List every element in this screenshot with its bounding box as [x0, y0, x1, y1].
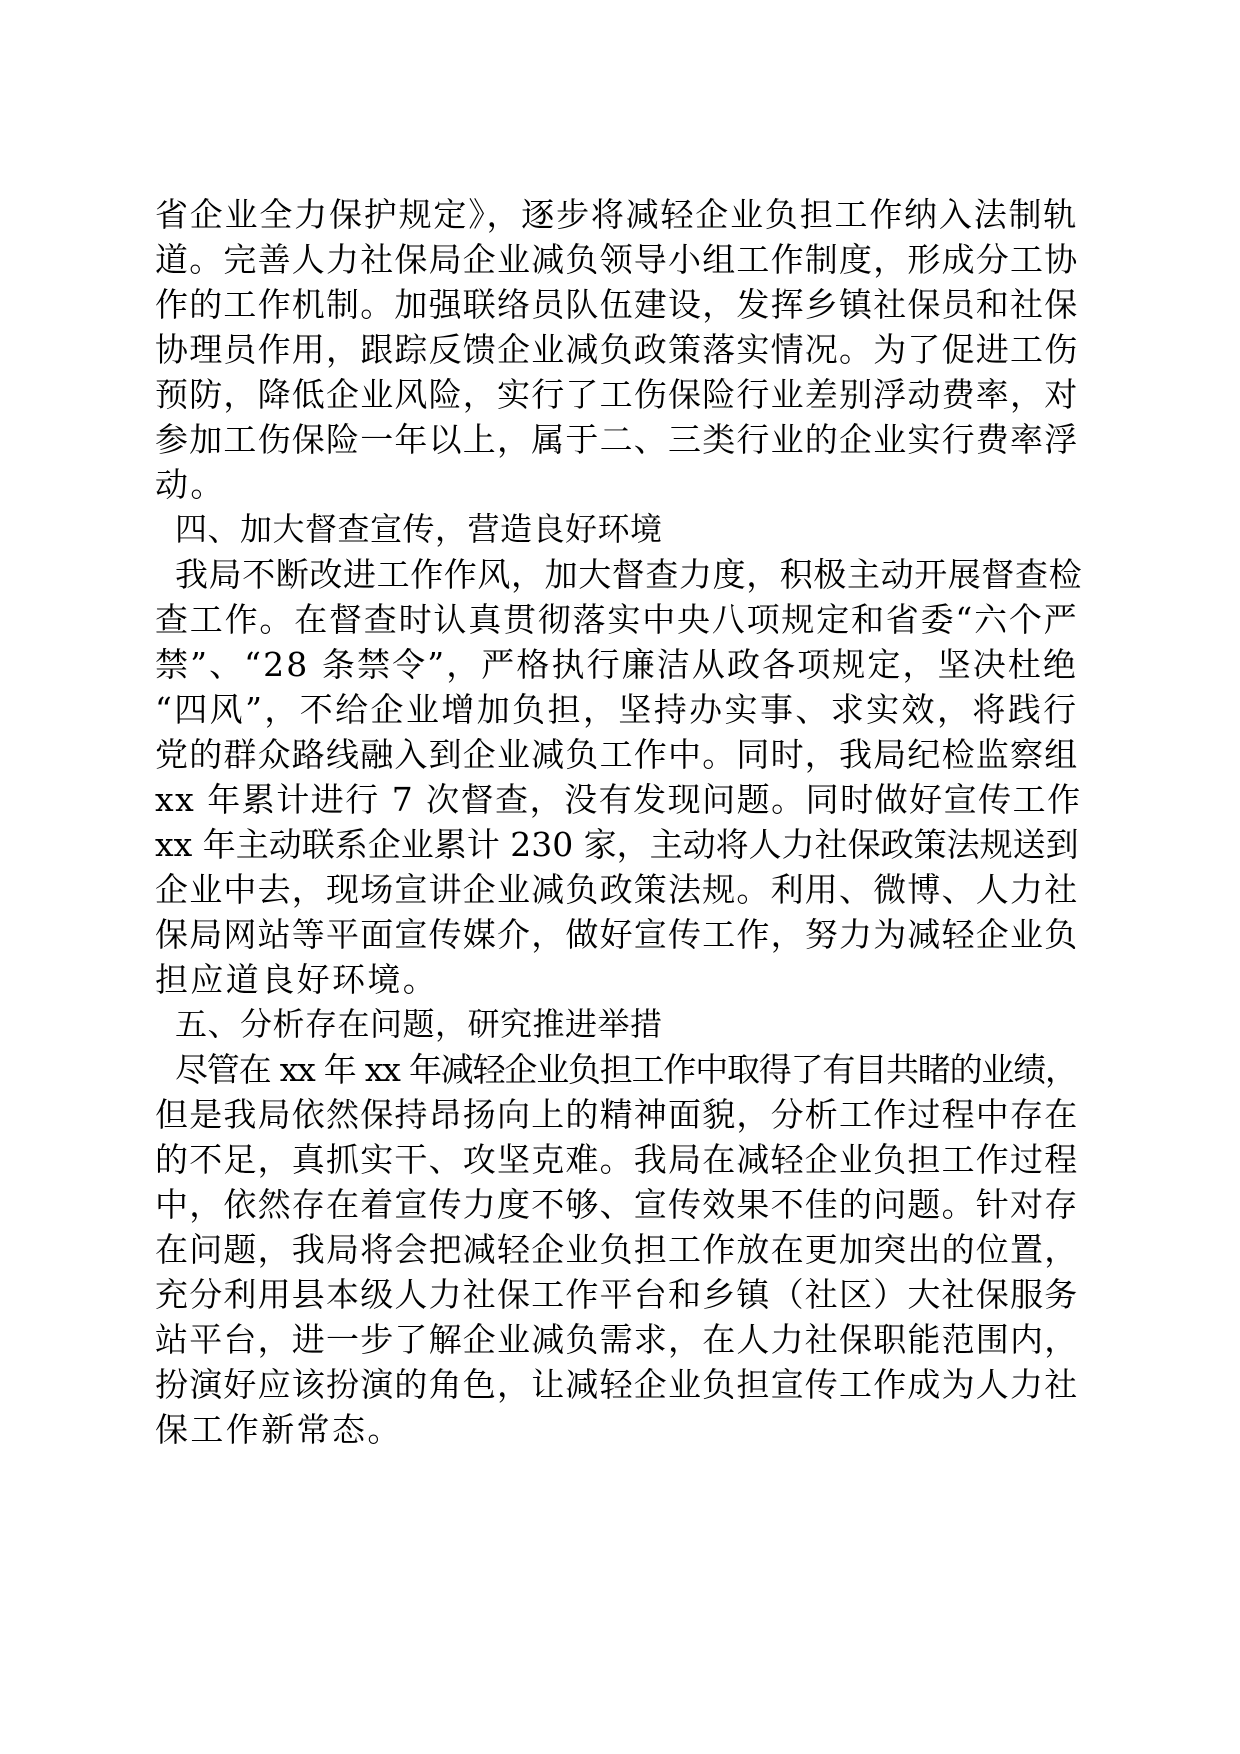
paragraph-line: 担应道良好环境。 [155, 960, 439, 999]
paragraph-line: 省企业全力保护规定》，逐步将减轻企业负担工作纳入法制轨 [155, 195, 1079, 234]
section-heading: 五、分析存在问题，研究推进举措 [175, 1005, 663, 1043]
paragraph-line: 道。完善人力社保局企业减负领导小组工作制度，形成分工协 [155, 240, 1079, 279]
document-page [155, 192, 1085, 1452]
paragraph-line: 在问题，我局将会把减轻企业负担工作放在更加突出的位置， [155, 1230, 1079, 1269]
paragraph-line: 但是我局依然保持昂扬向上的精神面貌，分析工作过程中存在 [155, 1095, 1079, 1134]
paragraph-line: 充分利用县本级人力社保工作平台和乡镇（社区）大社保服务 [155, 1275, 1079, 1314]
section-heading: 四、加大督查宣传，营造良好环境 [175, 510, 663, 548]
section-3-continuation [155, 192, 1085, 507]
paragraph-line: 中，依然存在着宣传力度不够、宣传效果不佳的问题。针对存 [155, 1185, 1079, 1224]
paragraph-line: 预防，降低企业风险，实行了工伤保险行业差别浮动费率，对 [155, 375, 1079, 414]
paragraph-line: 保工作新常态。 [155, 1410, 403, 1449]
paragraph-line: xx 年累计进行 7 次督查，没有发现问题。同时做好宣传工作 [155, 780, 1082, 819]
paragraph-line: 扮演好应该扮演的角色，让减轻企业负担宣传工作成为人力社 [155, 1365, 1079, 1404]
paragraph-line: 的不足，真抓实干、攻坚克难。我局在减轻企业负担工作过程 [155, 1140, 1079, 1179]
paragraph-line: 保局网站等平面宣传媒介，做好宣传工作，努力为减轻企业负 [155, 915, 1079, 954]
paragraph-line: 作的工作机制。加强联络员队伍建设，发挥乡镇社保员和社保 [155, 285, 1079, 324]
paragraph-line: 禁”、“28 条禁令”，严格执行廉洁从政各项规定，坚决杜绝 [155, 645, 1078, 684]
paragraph-line: 协理员作用，跟踪反馈企业减负政策落实情况。为了促进工伤 [155, 330, 1079, 369]
paragraph-line: 企业中去，现场宣讲企业减负政策法规。利用、微博、人力社 [155, 870, 1079, 909]
paragraph-line: 尽管在 xx 年 xx 年减轻企业负担工作中取得了有目共睹的业绩， [175, 1050, 1077, 1089]
section-5 [155, 1002, 1085, 1452]
paragraph-line: 站平台，进一步了解企业减负需求，在人力社保职能范围内， [155, 1320, 1079, 1359]
paragraph-line: 我局不断改进工作作风，加大督查力度，积极主动开展督查检 [175, 555, 1083, 594]
paragraph-line: 党的群众路线融入到企业减负工作中。同时，我局纪检监察组 [155, 735, 1079, 774]
paragraph-line: “四风”，不给企业增加负担，坚持办实事、求实效，将践行 [155, 690, 1079, 729]
paragraph-line: 动。 [155, 465, 226, 504]
paragraph-line: 参加工伤保险一年以上，属于二、三类行业的企业实行费率浮 [155, 420, 1079, 459]
paragraph-line: xx 年主动联系企业累计 230 家，主动将人力社保政策法规送到 [155, 825, 1079, 864]
section-4 [155, 507, 1085, 1002]
paragraph-line: 查工作。在督查时认真贯彻落实中央八项规定和省委“六个严 [155, 600, 1079, 639]
